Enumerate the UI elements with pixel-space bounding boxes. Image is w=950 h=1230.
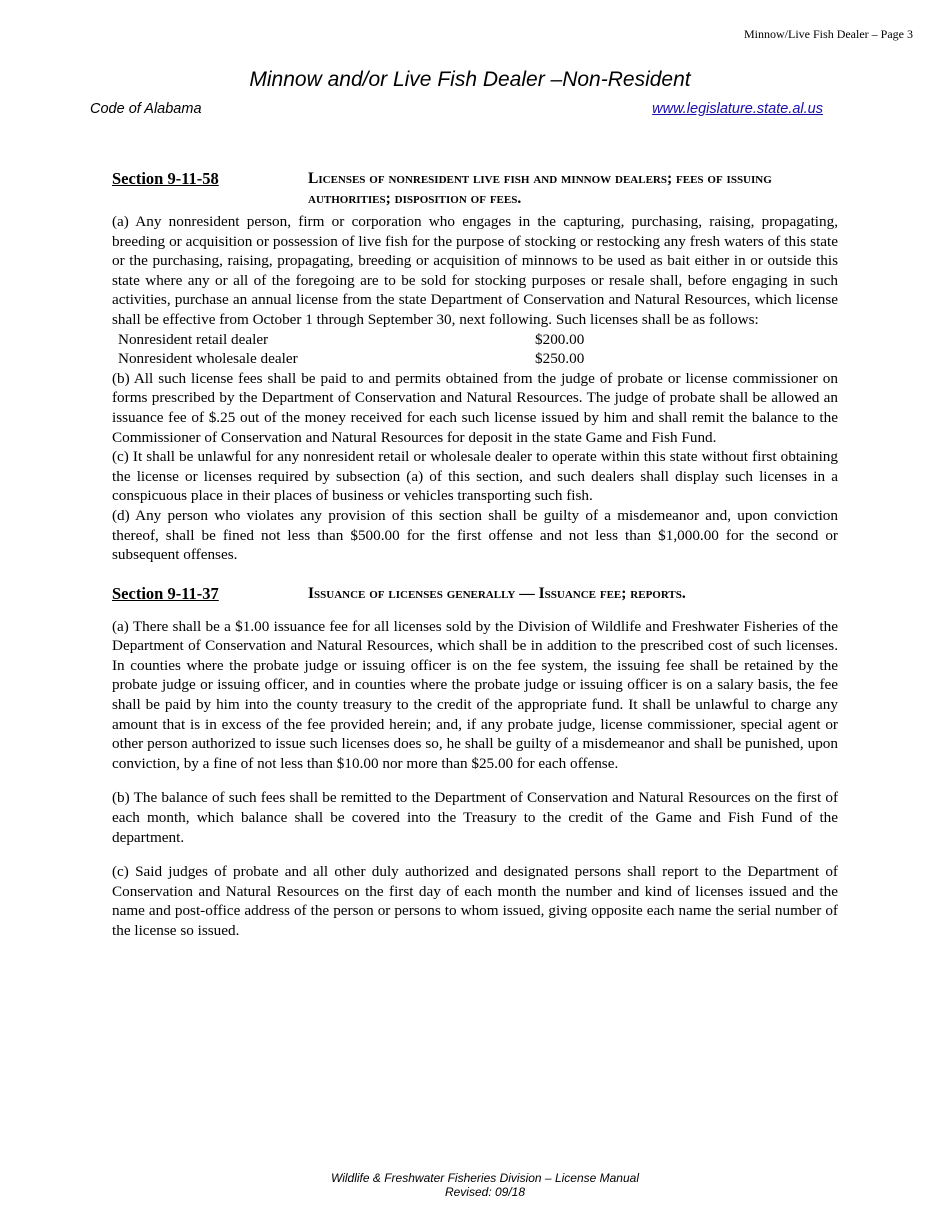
- section-heading: [112, 583, 838, 605]
- paragraph-b: (b) The balance of such fees shall be remitted to the Department of Conservation and Natural Resources on the first of each month, which balance shall be covered into the Treasury to the credit of the Game and Fish Fund of the department.: [112, 789, 838, 846]
- page-footer: [0, 1171, 950, 1199]
- fee-row: [112, 349, 838, 369]
- footer-revision: Revised: 09/18: [444, 1185, 526, 1199]
- paragraph-a: (a) Any nonresident person, firm or corporation who engages in the capturing, purchasing, raising, propagating, breeding or acquisition or possession of live fish for the purpose of stocking or restocking any fresh waters of this state or the purchasing, raising, propagating, breeding or acquisition of minnows to be used as bait either in or outside this state where any or all of the foregoing are to be sold for stocking purposes or resale shall, before engaging in such activities, purchase an annual license from the state Department of Conservation and Natural Resources, which license shall be effective from October 1 through September 30, next following. Such licenses shall be as follows:: [112, 213, 838, 328]
- section-heading: [112, 168, 838, 209]
- fee-amount: $200.00: [535, 330, 585, 348]
- paragraph-a: (a) There shall be a $1.00 issuance fee for all licenses sold by the Division of Wildlife and Freshwater Fisheries of the Department of Conservation and Natural Resources, which shall be in addition to the prescribed cost of such licenses. In counties where the probate judge or issuing officer is on the fee system, the issuing fee shall be retained by the probate judge or issuing officer, and in counties where the probate judge or issuing officer is on a salary basis, the fee shall be paid by him into the county treasury to the credit of the appropriate fund. It shall be unlawful to charge any amount that is in excess of the fee provided herein; and, if any probate judge, license commissioner, special agent or other person authorized to issue such licenses does so, he shall be guilty of a misdemeanor and shall be punished, upon conviction, by a fine of not less than $10.00 nor more than $25.00 for each offense.: [112, 617, 838, 772]
- paragraph-c: (c) It shall be unlawful for any nonresident retail or wholesale dealer to operate within this state without first obtaining the license or licenses required by subsection (a) of this section, and such dealers shall display such licenses in a conspicuous place in their places of business or vehicles transporting such fish.: [112, 448, 838, 505]
- code-of-alabama-label: Code of Alabama: [90, 101, 202, 117]
- section-number: Section 9-11-58: [112, 169, 219, 188]
- fee-label: Nonresident wholesale dealer: [118, 350, 298, 368]
- section-number: Section 9-11-37: [112, 583, 219, 603]
- fee-row: [112, 330, 838, 350]
- section-title: Licenses of nonresident live fish and minnow dealers; fees of issuing authorities; disposition of fees.: [308, 170, 772, 207]
- paragraph-c: (c) Said judges of probate and all other duly authorized and designated persons shall report to the Department of Conservation and Natural Resources on the first day of each month the number and kind of licenses issued and the name and post-office address of the person or persons to whom issued, giving opposite each name the serial number of the license so issued.: [112, 863, 838, 939]
- page-number-header: Minnow/Live Fish Dealer – Page 3: [744, 27, 913, 41]
- section-title: Issuance of licenses generally — Issuance fee; reports.: [308, 584, 686, 602]
- document-title: Minnow and/or Live Fish Dealer –Non-Resident: [249, 68, 691, 91]
- legislature-link[interactable]: www.legislature.state.al.us: [652, 101, 823, 117]
- fee-amount: $250.00: [535, 350, 585, 368]
- paragraph-b: (b) All such license fees shall be paid to and permits obtained from the judge of probate or license commissioner on forms prescribed by the Department of Conservation and Natural Resources. The judge of probate shall be allowed an issuance fee of $.25 out of the money received for each such license issued by him and shall remit the balance to the Commissioner of Conservation and Natural Resources for deposit in the state Game and Fish Fund.: [112, 369, 838, 446]
- document-body: [112, 168, 838, 941]
- fee-label: Nonresident retail dealer: [118, 330, 269, 348]
- paragraph-d: (d) Any person who violates any provision of this section shall be guilty of a misdemeanor and, upon conviction thereof, shall be fined not less than $500.00 for the first offense and not less than $1,000.00 for the second or subsequent offenses.: [112, 506, 838, 564]
- footer-title: Wildlife & Freshwater Fisheries Division – License Manual: [330, 1171, 639, 1185]
- fee-table: [112, 330, 838, 369]
